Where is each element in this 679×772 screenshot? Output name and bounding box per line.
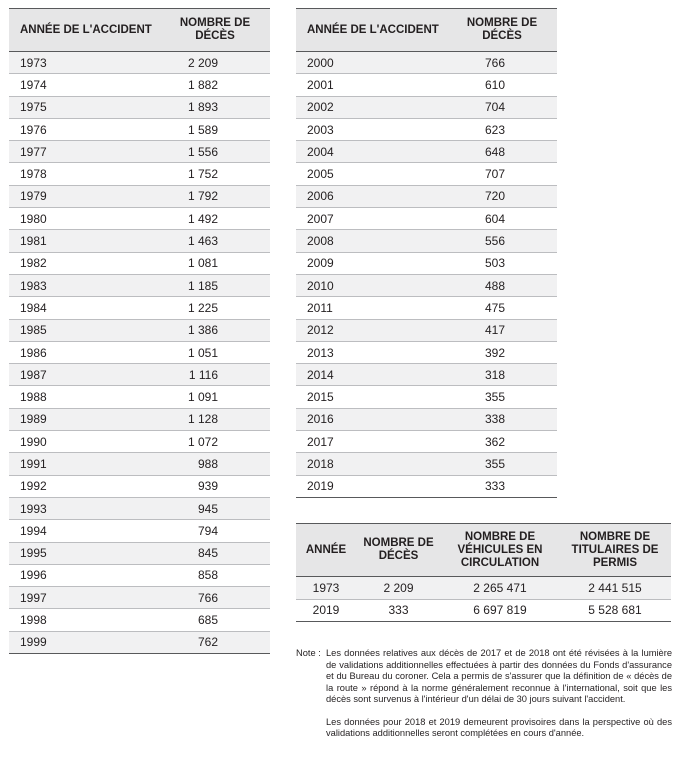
table-row (9, 542, 270, 564)
table-row (296, 341, 557, 363)
cell-value: 333 (447, 475, 557, 497)
table-row (296, 319, 557, 341)
column-header-year: ANNÉE (296, 524, 356, 577)
cell-value: 1 081 (160, 252, 270, 274)
table-row (296, 431, 557, 453)
cell-value: 355 (447, 453, 557, 475)
table-row (9, 564, 270, 586)
cell-value: 2 209 (160, 52, 270, 74)
cell-value: 762 (160, 631, 270, 653)
footnote (296, 648, 672, 740)
cell-value: 610 (447, 74, 557, 96)
cell-year: 1997 (9, 587, 160, 609)
table-row (296, 118, 557, 140)
cell-year: 1982 (9, 252, 160, 274)
table-row (296, 74, 557, 96)
cell-value: 488 (447, 274, 557, 296)
table-row (296, 252, 557, 274)
table-row (9, 74, 270, 96)
table-row (296, 599, 671, 622)
cell-value: 338 (447, 408, 557, 430)
table-row (9, 118, 270, 140)
table-row (9, 475, 270, 497)
cell-value: 417 (447, 319, 557, 341)
column-header-deaths: NOMBRE DE DÉCÈS (356, 524, 441, 577)
cell-value: 1 589 (160, 118, 270, 140)
cell-value: 1 051 (160, 341, 270, 363)
table-row (9, 163, 270, 185)
cell-year: 2011 (296, 297, 447, 319)
table-row (296, 230, 557, 252)
table-row (9, 408, 270, 430)
cell-year: 1974 (9, 74, 160, 96)
cell-year: 2015 (296, 386, 447, 408)
comparison-table (296, 523, 671, 622)
cell-value: 2 265 471 (441, 577, 559, 600)
cell-year: 1975 (9, 96, 160, 118)
table-row (9, 52, 270, 74)
cell-value: 556 (447, 230, 557, 252)
cell-year: 1973 (296, 577, 356, 600)
cell-year: 2019 (296, 475, 447, 497)
cell-year: 2017 (296, 431, 447, 453)
cell-value: 648 (447, 141, 557, 163)
cell-value: 939 (160, 475, 270, 497)
cell-year: 1992 (9, 475, 160, 497)
cell-year: 1990 (9, 431, 160, 453)
cell-value: 766 (160, 587, 270, 609)
table-row (9, 96, 270, 118)
cell-value: 604 (447, 208, 557, 230)
table-row (296, 208, 557, 230)
cell-year: 1978 (9, 163, 160, 185)
cell-value: 1 752 (160, 163, 270, 185)
table-row (9, 453, 270, 475)
cell-value: 720 (447, 185, 557, 207)
cell-year: 1977 (9, 141, 160, 163)
cell-value: 503 (447, 252, 557, 274)
cell-value: 1 128 (160, 408, 270, 430)
table-row (9, 319, 270, 341)
cell-year: 2012 (296, 319, 447, 341)
cell-value: 318 (447, 364, 557, 386)
cell-value: 858 (160, 564, 270, 586)
cell-value: 704 (447, 96, 557, 118)
table-header-row (9, 9, 270, 52)
table-row (9, 141, 270, 163)
column-header-licence-holders: NOMBRE DE TITULAIRES DE PERMIS (559, 524, 671, 577)
cell-year: 1983 (9, 274, 160, 296)
column-header-year: ANNÉE DE L'ACCIDENT (296, 9, 447, 52)
cell-value: 6 697 819 (441, 599, 559, 622)
table-header-row (296, 9, 557, 52)
deaths-table-2000-2019 (296, 8, 557, 498)
cell-value: 2 209 (356, 577, 441, 600)
cell-year: 1986 (9, 341, 160, 363)
cell-year: 1993 (9, 497, 160, 519)
cell-year: 2000 (296, 52, 447, 74)
cell-year: 2013 (296, 341, 447, 363)
table-row (9, 587, 270, 609)
cell-year: 1994 (9, 520, 160, 542)
deaths-table-1973-1999 (9, 8, 270, 654)
cell-year: 1996 (9, 564, 160, 586)
table-row (9, 364, 270, 386)
table-row (296, 475, 557, 497)
table-row (296, 364, 557, 386)
table-row (9, 431, 270, 453)
cell-year: 1976 (9, 118, 160, 140)
table-row (296, 185, 557, 207)
note-label: Note : (296, 648, 321, 658)
cell-year: 2006 (296, 185, 447, 207)
table-row (296, 386, 557, 408)
table-row (9, 631, 270, 653)
cell-year: 1985 (9, 319, 160, 341)
table-row (9, 497, 270, 519)
cell-value: 1 116 (160, 364, 270, 386)
cell-year: 2001 (296, 74, 447, 96)
column-header-vehicles: NOMBRE DE VÉHICULES EN CIRCULATION (441, 524, 559, 577)
table-row (296, 96, 557, 118)
cell-year: 1998 (9, 609, 160, 631)
table-row (296, 577, 671, 600)
column-header-deaths: NOMBRE DE DÉCÈS (160, 9, 270, 52)
cell-value: 623 (447, 118, 557, 140)
table-row (296, 163, 557, 185)
table-row (296, 297, 557, 319)
cell-year: 1988 (9, 386, 160, 408)
cell-year: 1981 (9, 230, 160, 252)
cell-value: 845 (160, 542, 270, 564)
cell-year: 1984 (9, 297, 160, 319)
table-row (296, 453, 557, 475)
cell-year: 2007 (296, 208, 447, 230)
table-row (9, 274, 270, 296)
table-row (9, 230, 270, 252)
table-row (9, 386, 270, 408)
cell-year: 2018 (296, 453, 447, 475)
cell-year: 2008 (296, 230, 447, 252)
cell-value: 1 792 (160, 185, 270, 207)
cell-value: 333 (356, 599, 441, 622)
cell-year: 2005 (296, 163, 447, 185)
note-paragraph: Les données relatives aux décès de 2017 et de 2018 ont été révisées à la lumière de validations additionnelles effectuées à partir des données du Fonds d'assurance et du Bureau du coroner. Cela a permis de s'assurer que la définition de « décès de la route » répond à la norme généralement reconnue à l'international, soit que les décès sont survenus à l'intérieur d'un délai de 30 jours suivant l'accident. (326, 648, 672, 704)
cell-year: 1999 (9, 631, 160, 653)
cell-value: 1 072 (160, 431, 270, 453)
cell-value: 685 (160, 609, 270, 631)
cell-year: 2003 (296, 118, 447, 140)
cell-year: 1991 (9, 453, 160, 475)
cell-year: 1995 (9, 542, 160, 564)
cell-year: 2014 (296, 364, 447, 386)
cell-year: 1979 (9, 185, 160, 207)
table-row (9, 252, 270, 274)
cell-year: 1980 (9, 208, 160, 230)
cell-value: 355 (447, 386, 557, 408)
cell-year: 2016 (296, 408, 447, 430)
cell-value: 1 882 (160, 74, 270, 96)
table-row (9, 208, 270, 230)
table-row (296, 141, 557, 163)
cell-year: 1987 (9, 364, 160, 386)
column-header-year: ANNÉE DE L'ACCIDENT (9, 9, 160, 52)
cell-year: 2002 (296, 96, 447, 118)
table-row (9, 297, 270, 319)
cell-year: 1973 (9, 52, 160, 74)
cell-value: 988 (160, 453, 270, 475)
cell-value: 794 (160, 520, 270, 542)
cell-value: 5 528 681 (559, 599, 671, 622)
table-row (9, 609, 270, 631)
cell-value: 1 893 (160, 96, 270, 118)
cell-value: 1 556 (160, 141, 270, 163)
table-header-row (296, 524, 671, 577)
cell-value: 1 185 (160, 274, 270, 296)
table-row (9, 185, 270, 207)
cell-value: 2 441 515 (559, 577, 671, 600)
cell-value: 392 (447, 341, 557, 363)
cell-year: 1989 (9, 408, 160, 430)
cell-value: 1 225 (160, 297, 270, 319)
table-row (296, 274, 557, 296)
cell-value: 1 492 (160, 208, 270, 230)
cell-year: 2010 (296, 274, 447, 296)
table-row (9, 341, 270, 363)
cell-year: 2019 (296, 599, 356, 622)
cell-value: 766 (447, 52, 557, 74)
cell-year: 2009 (296, 252, 447, 274)
cell-value: 362 (447, 431, 557, 453)
table-row (296, 52, 557, 74)
table-row (296, 408, 557, 430)
cell-value: 1 091 (160, 386, 270, 408)
column-header-deaths: NOMBRE DE DÉCÈS (447, 9, 557, 52)
note-paragraph: Les données pour 2018 et 2019 demeurent provisoires dans la perspective où des validations additionnelles seront complétées en cours d'année. (326, 716, 672, 738)
cell-value: 475 (447, 297, 557, 319)
cell-year: 2004 (296, 141, 447, 163)
cell-value: 1 386 (160, 319, 270, 341)
cell-value: 1 463 (160, 230, 270, 252)
table-row (9, 520, 270, 542)
cell-value: 945 (160, 497, 270, 519)
cell-value: 707 (447, 163, 557, 185)
